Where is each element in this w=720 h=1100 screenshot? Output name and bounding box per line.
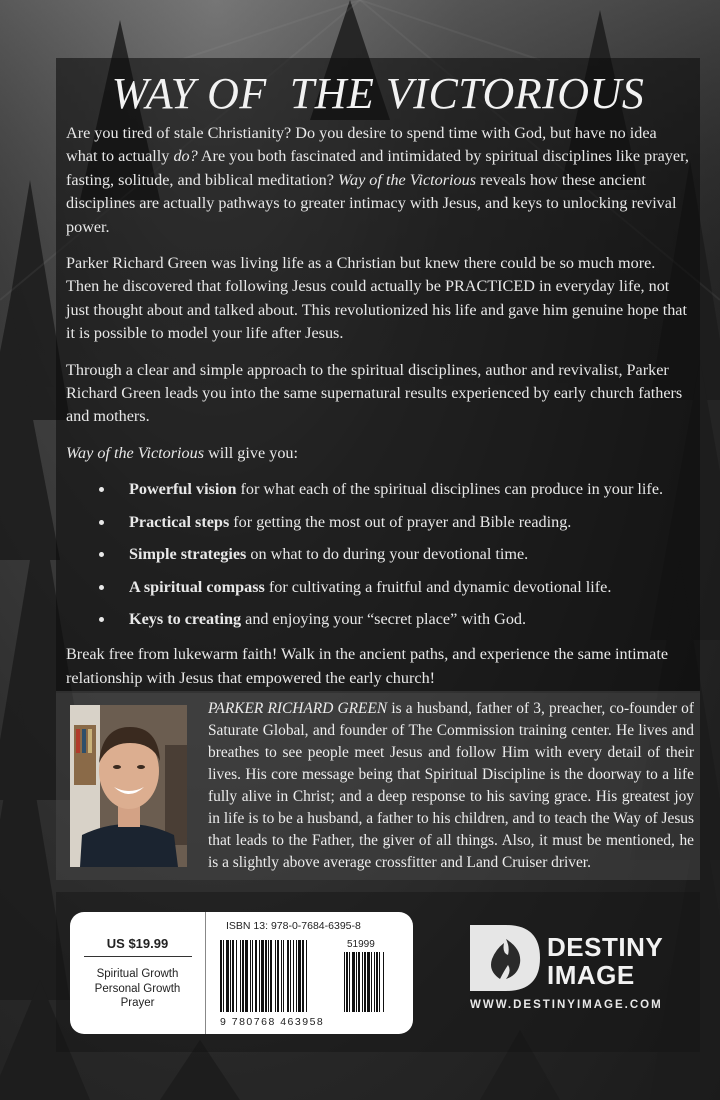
barcode-bar [259, 940, 260, 1012]
barcode-bar [290, 940, 291, 1012]
bullet-icon [99, 520, 104, 525]
barcode-bar [302, 940, 304, 1012]
barcode-bar [232, 940, 234, 1012]
barcode-bar [250, 940, 251, 1012]
barcode-bar [236, 940, 237, 1012]
destiny-image-logo-icon [470, 925, 540, 991]
barcode-bar [220, 940, 222, 1012]
barcode-bar [275, 940, 276, 1012]
barcode-bar [226, 940, 229, 1012]
barcode-bar [283, 940, 284, 1012]
barcode-bar [230, 940, 231, 1012]
barcode-bar [356, 952, 357, 1012]
barcode-bar [223, 940, 224, 1012]
category-item: Prayer [120, 997, 155, 1009]
benefits-intro: Way of the Victorious will give you: [66, 443, 299, 462]
barcode-bar [376, 952, 378, 1012]
barcode [220, 940, 410, 1016]
description-copy [66, 122, 692, 703]
barcode-bar [344, 952, 345, 1012]
bullet-icon [99, 487, 104, 492]
price-underline [84, 956, 192, 957]
benefits-list [66, 478, 692, 631]
barcode-digits: 9 780768 463958 [220, 1016, 325, 1028]
category-list [70, 967, 205, 1011]
publisher-url[interactable]: WWW.DESTINYIMAGE.COM [470, 999, 663, 1011]
author-bio: PARKER RICHARD GREEN is a husband, father of 3, preacher, co-founder of Saturate Global, and founder of The Commission training center. He lives and breathes to see people meet Jesus and follow Him with every detail of their lives. His core message being that Spiritual Discipline is the doorway to a life fully alive in Christ; and a deep response to his saving grace. His greatest joy in life is to be a husband, a father to his children, and to teach the Way of Jesus that leads to the Father, the giver of all things. Also, it must be mentioned, he is a slightly above average crossfitter and Land Cruiser driver. [208, 700, 694, 871]
price-label: US $19.99 [106, 936, 169, 951]
barcode-bar [379, 952, 380, 1012]
barcode-addon-number: 51999 [347, 939, 375, 950]
price-barcode-box [70, 912, 413, 1034]
barcode-bar [362, 952, 363, 1012]
barcode-bar [265, 940, 267, 1012]
barcode-bar [261, 940, 264, 1012]
barcode-bar [281, 940, 282, 1012]
barcode-bar [349, 952, 350, 1012]
barcode-bar [346, 952, 348, 1012]
bullet-icon [99, 617, 104, 622]
bullet-icon [99, 585, 104, 590]
barcode-bar [374, 952, 375, 1012]
list-item: Powerful vision for what each of the spiritual disciplines can produce in your life. [66, 478, 692, 501]
barcode-bar [242, 940, 244, 1012]
intro-paragraph: Are you tired of stale Christianity? Do you desire to spend time with God, but have no idea what to actually do? Are you both fascinated and intimidated by spiritual disciplines like prayer, fasting, solitude, and biblical meditation? Way of the Victorious reveals how these ancient disciplines are actually pathways to greater intimacy with Jesus, and keys to unlocking revival power. [66, 124, 689, 236]
barcode-bar [383, 952, 384, 1012]
list-item: A spiritual compass for cultivating a fruitful and dynamic devotional life. [66, 576, 692, 599]
bullet-icon [99, 552, 104, 557]
barcode-bar [352, 952, 355, 1012]
book-title: WAY OF THE VICTORIOUS [111, 69, 645, 118]
divider [205, 912, 206, 1034]
barcode-bar [270, 940, 272, 1012]
barcode-bar [255, 940, 257, 1012]
list-item: Simple strategies on what to do during your devotional time. [66, 543, 692, 566]
barcode-bar [364, 952, 366, 1012]
approach-paragraph: Through a clear and simple approach to the spiritual disciplines, author and revivalist, Parker Richard Green leads you into the same supernatural results experienced by early church fathers and mothers. [66, 360, 683, 426]
category-item: Personal Growth [94, 982, 181, 995]
isbn-label: ISBN 13: 978-0-7684-6395-8 [226, 920, 361, 932]
closing-paragraph: Break free from lukewarm faith! Walk in the ancient paths, and experience the same intimate relationship with Jesus that empowered the early church! [66, 645, 669, 687]
barcode-bar [240, 940, 241, 1012]
list-item: Keys to creating and enjoying your “secret place” with God. [66, 608, 692, 631]
barcode-bar [358, 952, 360, 1012]
barcode-bar [287, 940, 289, 1012]
barcode-bar [293, 940, 294, 1012]
category-item: Spiritual Growth [96, 968, 179, 980]
barcode-bar [371, 952, 372, 1012]
barcode-bar [268, 940, 269, 1012]
barcode-bar [298, 940, 301, 1012]
author-photo [70, 705, 187, 867]
publisher-wordmark: DESTINY IMAGE [547, 932, 664, 990]
barcode-bar [367, 952, 370, 1012]
author-story-paragraph: Parker Richard Green was living life as a Christian but knew there could be so much more. Then he discovered that following Jesus could actually be PRACTICED in everyday life, not just thought about and talked about. This revolutionized his life and gave him genuine hope that it is possible to model your life after Jesus. [66, 254, 687, 343]
barcode-bar [306, 940, 307, 1012]
author-name: PARKER RICHARD GREEN [208, 700, 388, 717]
list-item: Practical steps for getting the most out of prayer and Bible reading. [66, 511, 692, 534]
barcode-bar [245, 940, 248, 1012]
barcode-bar [296, 940, 297, 1012]
barcode-bar [252, 940, 253, 1012]
barcode-bar [277, 940, 279, 1012]
